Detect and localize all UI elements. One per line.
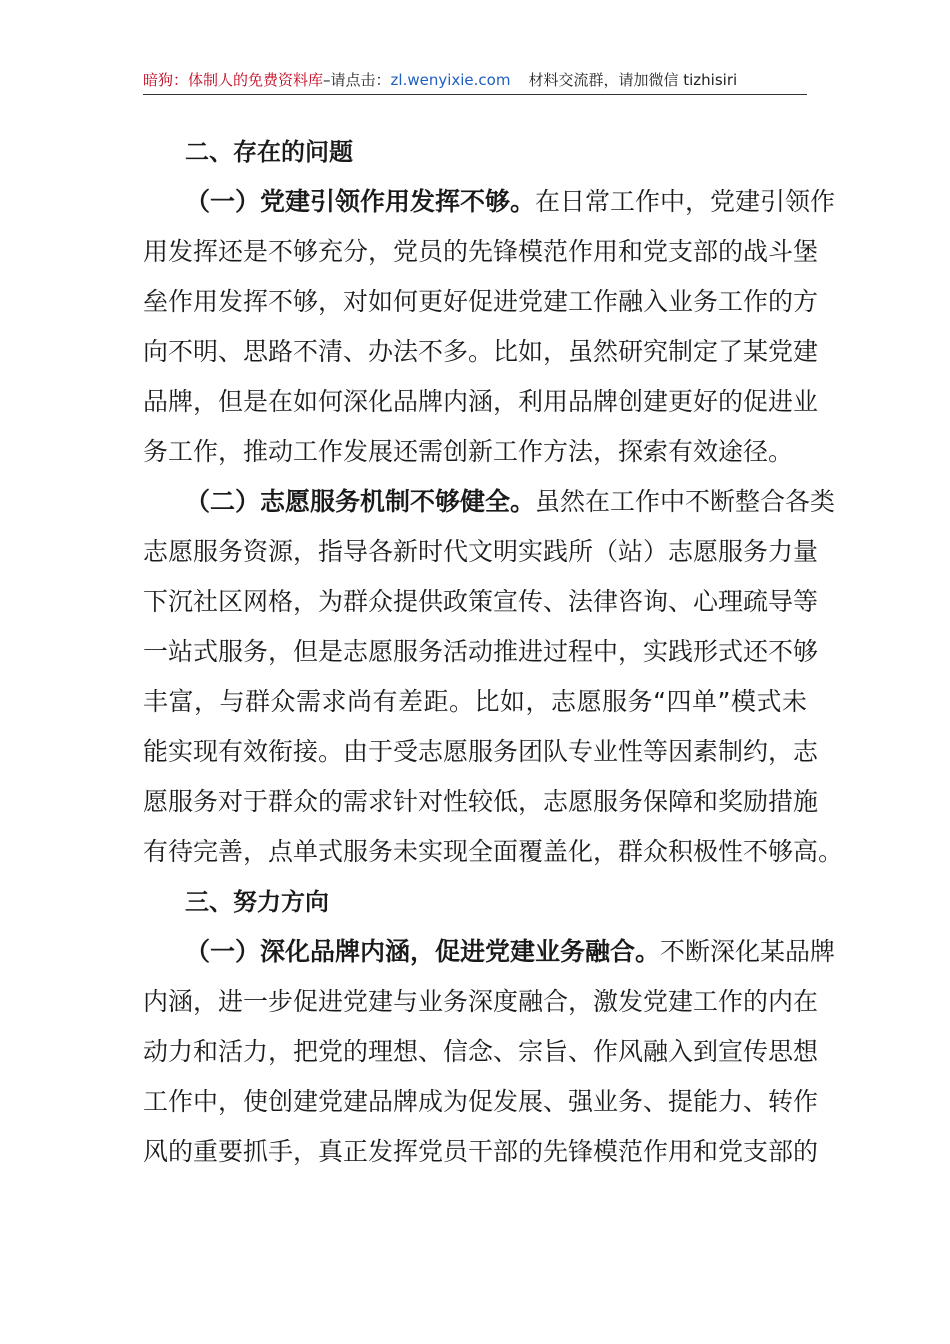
- paragraph-line: [143, 927, 836, 977]
- paragraph-text: 虽然在工作中不断整合各类: [535, 487, 836, 516]
- paragraph-title: （二）志愿服务机制不够健全。: [185, 487, 536, 516]
- paragraph-title: （一）深化品牌内涵，促进党建业务融合。: [185, 937, 661, 966]
- paragraph-line: 下沉社区网格，为群众提供政策宣传、法律咨询、心理疏导等: [143, 587, 819, 616]
- paragraph-line: 品牌，但是在如何深化品牌内涵，利用品牌创建更好的促进业: [143, 387, 819, 416]
- paragraph-line: 务工作，推动工作发展还需创新工作方法，探索有效途径。: [143, 437, 794, 466]
- paragraph-text: 在日常工作中，党建引领作: [535, 187, 836, 216]
- paragraph-line: 内涵，进一步促进党建与业务深度融合，激发党建工作的内在: [143, 987, 819, 1016]
- paragraph-title: （一）党建引领作用发挥不够。: [185, 187, 536, 216]
- paragraph-line: 动力和活力，把党的理想、信念、宗旨、作风融入到宣传思想: [143, 1037, 819, 1066]
- paragraph-line: 愿服务对于群众的需求针对性较低，志愿服务保障和奖励措施: [143, 787, 819, 816]
- section-heading: 三、努力方向: [185, 888, 329, 916]
- header-click-prompt: –请点击：: [323, 71, 391, 89]
- paragraph-line: 垒作用发挥不够，对如何更好促进党建工作融入业务工作的方: [143, 287, 819, 316]
- paragraph-line: [143, 177, 836, 227]
- paragraph-line: 志愿服务资源，指导各新时代文明实践所（站）志愿服务力量: [143, 537, 819, 566]
- page-header: [143, 70, 807, 95]
- section-heading: 二、存在的问题: [185, 138, 353, 166]
- document-body: [143, 127, 844, 1177]
- paragraph-line: 丰富，与群众需求尚有差距。比如，志愿服务“四单”模式未: [143, 687, 807, 716]
- paragraph-line: 工作中，使创建党建品牌成为促发展、强业务、提能力、转作: [143, 1087, 819, 1116]
- header-url-link[interactable]: zl.wenyixie.com: [390, 71, 511, 89]
- paragraph-line: 一站式服务，但是志愿服务活动推进过程中，实践形式还不够: [143, 637, 819, 666]
- paragraph-line: 向不明、思路不清、办法不多。比如，虽然研究制定了某党建: [143, 337, 819, 366]
- paragraph-line: [143, 477, 836, 527]
- paragraph-line: 有待完善，点单式服务未实现全面覆盖化，群众积极性不够高。: [143, 837, 844, 866]
- paragraph-line: 能实现有效衔接。由于受志愿服务团队专业性等因素制约，志: [143, 737, 819, 766]
- paragraph-line: 用发挥还是不够充分，党员的先锋模范作用和党支部的战斗堡: [143, 237, 819, 266]
- header-site-name: 暗狗：体制人的免费资料库: [143, 71, 324, 89]
- header-group-note: 材料交流群，请加微信 tizhisiri: [528, 71, 738, 89]
- paragraph-line: 风的重要抓手，真正发挥党员干部的先锋模范作用和党支部的: [143, 1137, 819, 1166]
- paragraph-text: 不断深化某品牌: [660, 937, 836, 966]
